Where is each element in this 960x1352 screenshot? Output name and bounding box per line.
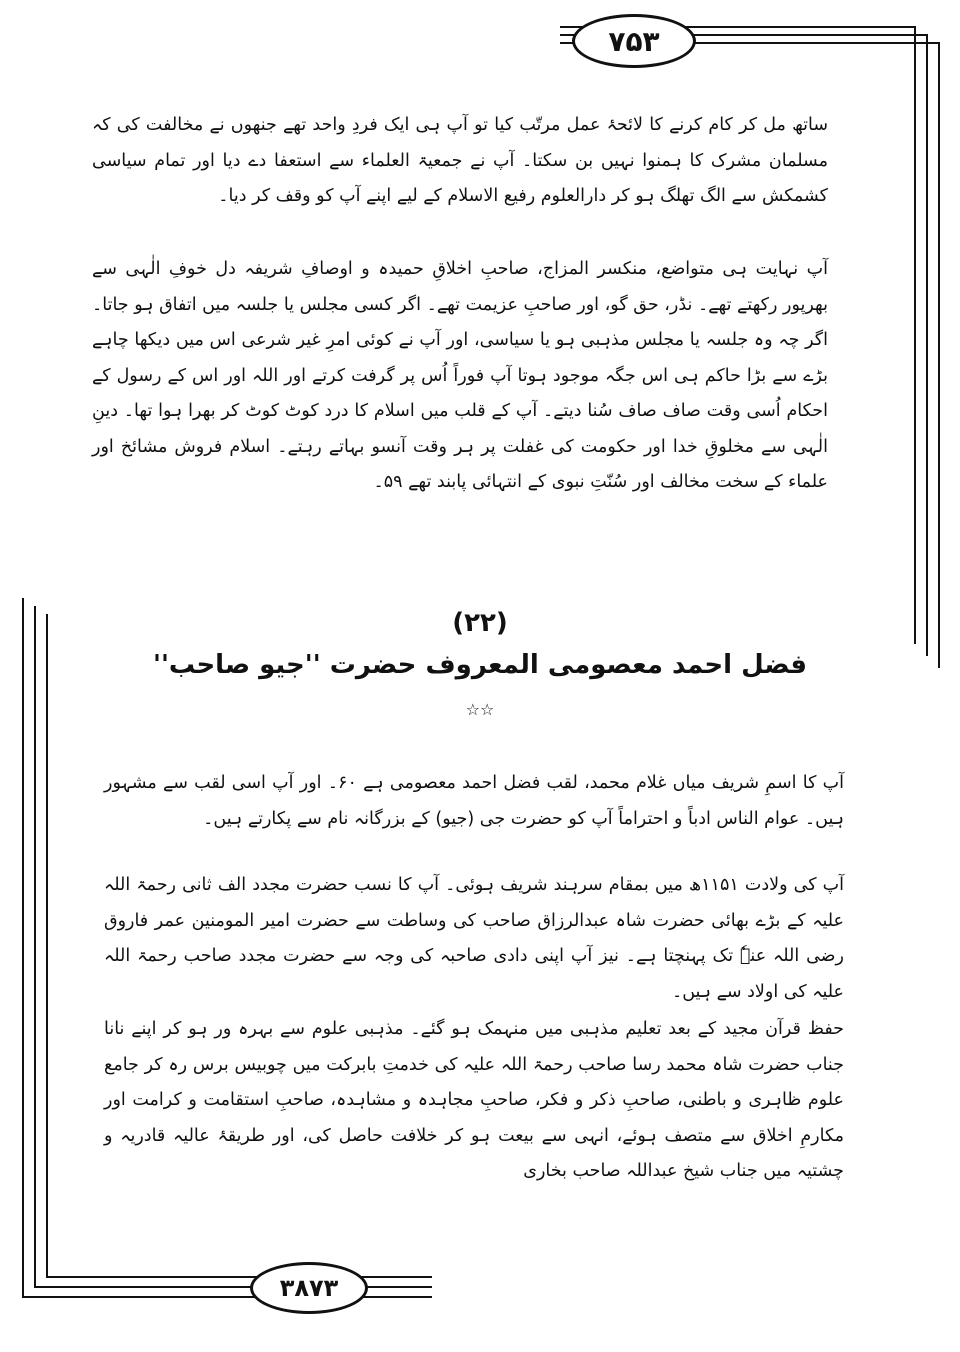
section-number: (۲۲) xyxy=(452,608,508,638)
frame-line xyxy=(914,26,916,644)
paragraph-bottom-3: حفظ قرآن مجید کے بعد تعلیم مذہبی میں منہمک ہو گئے۔ مذہبی علوم سے بہرہ ور ہو کر اپنے نانا جناب حضرت شاہ محمد رسا صاحب رحمۃ اللہ علیہ کی خدمتِ بابرکت میں چوبیس برس رہ کر جامع علوم ظاہری و باطنی، صاحبِ ذکر و فکر، صاحبِ مجاہدہ و مشاہدہ، صاحبِ استقامت و کرامت اور مکارمِ اخلاق سے متصف ہوئے، انہی سے بیعت ہو کر خلافت حاصل کی، اور طریقۂ عالیہ قادریہ و چشتیہ میں جناب شیخ عبداللہ صاحب بخاری xyxy=(104,1019,844,1181)
paragraph-bottom-1: آپ کا اسمِ شریف میاں غلام محمد، لقب فضل احمد معصومی ہے ۶۰۔ اور آپ اسی لقب سے مشہور ہیں۔ عوام الناس ادباً و احتراماً آپ کو حضرت جی (جیو) کے بزرگانہ نام سے پکارتے ہیں۔ xyxy=(104,773,844,829)
frame-line xyxy=(46,1276,432,1278)
bottom-page-number: ۳۸۷۳ xyxy=(250,1262,368,1314)
top-page-number: ۷۵۳ xyxy=(572,14,696,68)
frame-line xyxy=(938,42,940,668)
frame-line xyxy=(22,1296,432,1298)
paragraph-top-1: ساتھ مل کر کام کرنے کا لائحۂ عمل مرتّب کیا تو آپ ہی ایک فردِ واحد تھے جنھوں نے مخالفت کی کہ مسلمان مشرک کا ہمنوا نہیں بن سکتا۔ آپ نے جمعیۃ العلماء سے استعفا دے دیا اور تمام سیاسی کشمکش سے الگ تھلگ ہو کر دارالعلوم رفیع الاسلام کے لیے اپنے آپ کو وقف کر دیا۔ xyxy=(92,115,828,206)
frame-line xyxy=(926,34,928,656)
decorative-stars: ☆☆ xyxy=(465,700,495,719)
paragraph-bottom-2: آپ کی ولادت ۱۱۵۱ھ میں بمقام سرہند شریف ہوئی۔ آپ کا نسب حضرت مجدد الف ثانی رحمۃ اللہ علیہ کے بڑے بھائی حضرت شاہ عبدالرزاق صاحب کی وساطت سے حضرت امیر المومنین عمر فاروق رضی اللہ عنہٗ تک پہنچتا ہے۔ نیز آپ اپنی دادی صاحبہ کی وجہ سے حضرت مجدد صاحب رحمۃ اللہ علیہ کی اولاد سے ہیں۔ xyxy=(104,875,844,1002)
paragraph-top-2: آپ نہایت ہی متواضع، منکسر المزاج، صاحبِ اخلاقِ حمیدہ و اوصافِ شریفہ دل خوفِ الٰہی سے بھرپور رکھتے تھے۔ نڈر، حق گو، اور صاحبِ عزیمت تھے۔ اگر کسی مجلس یا جلسہ میں اتفاق ہو جاتا۔ اگر چہ وہ جلسہ یا مجلس مذہبی ہو یا سیاسی، اور آپ نے کوئی امرِ غیر شرعی اس میں دیکھا چاہے بڑے سے بڑا حاکم ہی اس جگہ موجود ہوتا آپ فوراً اُس پر گرفت کرتے اور اللہ اور اس کے رسول کے احکام اُسی وقت صاف صاف سُنا دیتے۔ آپ کے قلب میں اسلام کا درد کوٹ کوٹ کر بھرا ہوا تھا۔ دینِ الٰہی سے مخلوقِ خدا اور حکومت کی غفلت پر ہر وقت آنسو بہاتے رہتے۔ اسلام فروش مشائخ اور علماء کے سخت مخالف اور سُنّتِ نبوی کے انتہائی پابند تھے ۵۹۔ xyxy=(92,259,828,492)
frame-line xyxy=(34,1286,432,1288)
section-heading: فضل احمد معصومی المعروف حضرت ''جیو صاحب'' xyxy=(153,650,807,680)
